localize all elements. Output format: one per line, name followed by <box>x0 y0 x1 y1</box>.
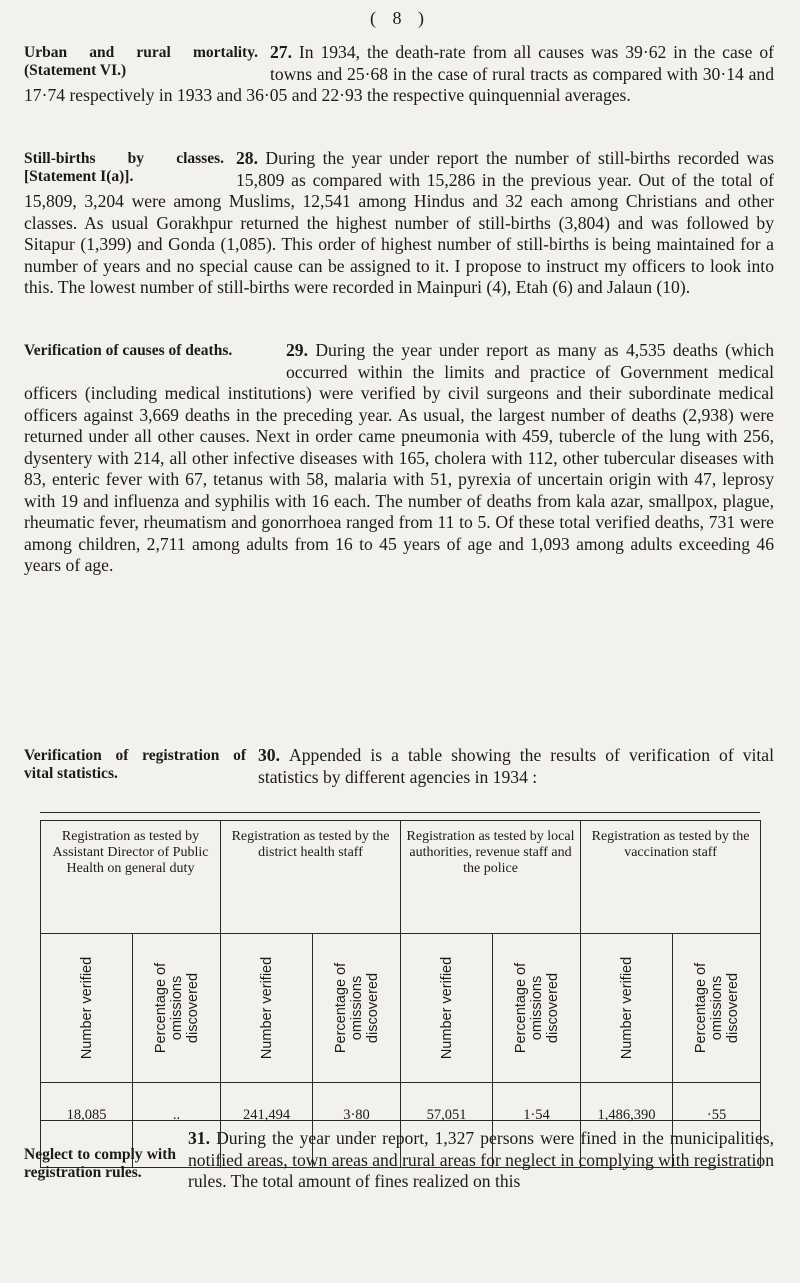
table-cell: 1·54 <box>493 1083 581 1168</box>
column-header-number: Number verified <box>41 934 133 1083</box>
paragraph-28 <box>24 148 774 299</box>
paragraph-number: 27. <box>270 42 292 62</box>
group-header-local-authorities: Registration as tested by local authorities, revenue staff and the police <box>401 821 581 934</box>
table-cell: 3·80 <box>313 1083 401 1168</box>
column-header-percentage: Percentage of omissions discovered <box>313 934 401 1083</box>
column-header-percentage: Percentage of omissions discovered <box>673 934 761 1083</box>
paragraph-number: 30. <box>258 745 280 765</box>
table-top-rule <box>40 812 760 813</box>
table-cell: 57,051 <box>401 1083 493 1168</box>
paragraph-text: During the year under report, 1,327 persons were fined in the municipalities, notified areas, town areas and rural areas for neglect in complying with registration rules. The total amount of fines realized on this <box>188 1128 774 1191</box>
marginal-heading: Verification of causes of deaths. <box>24 342 233 359</box>
column-header-row <box>41 934 761 1083</box>
paragraph-number: 29. <box>286 340 308 360</box>
paragraph-31 <box>24 1128 774 1193</box>
column-header-number: Number verified <box>581 934 673 1083</box>
marginal-heading: Still-births by classes. [Statement I(a)]. <box>24 150 224 185</box>
paragraph-text: During the year under report the number of still-births recorded was 15,809 as compared with 15,286 in the previous year. Out of the total of 15,809, 3,204 were among Muslims, 12,541 among Hindus and 32 each among Christians and other classes. As usual Gorakhpur returned the highest number of still-births (3,804) and was followed by Sitapur (1,399) and Gonda (1,085). This order of highest number of still-births is being maintained for a number of years and no special cause can be assigned to it. I propose to instruct my officers to look into this. The lowest number of still-births were recorded in Mainpuri (4), Etah (6) and Jalaun (10). <box>24 148 774 297</box>
column-header-percentage: Percentage of omissions discovered <box>493 934 581 1083</box>
marginal-heading: Neglect to comply with registration rules. <box>24 1146 176 1181</box>
column-header-number: Number verified <box>401 934 493 1083</box>
marginal-heading: Verification of registration of vital statistics. <box>24 747 246 782</box>
group-header-district-health-staff: Registration as tested by the district health staff <box>221 821 401 934</box>
column-header-number: Number verified <box>221 934 313 1083</box>
paragraph-text: In 1934, the death-rate from all causes was 39·62 in the case of towns and 25·68 in the case of rural tracts as compared with 30·14 and 17·74 respectively in 1933 and 36·05 and 22·93 the respective quinquennial averages. <box>24 42 774 105</box>
group-header-row <box>41 821 761 934</box>
table-bottom-rule <box>40 1120 760 1121</box>
table-cell: .. <box>133 1083 221 1168</box>
group-header-assistant-director: Registration as tested by Assistant Director of Public Health on general duty <box>41 821 221 934</box>
paragraph-text: During the year under report as many as 4,535 deaths (which occurred within the limits and practice of Government medical officers (including medical institutions) were verified by civil surgeons and their subordinate medical officers against 3,669 deaths in the preceding year. As usual, the largest number of deaths (2,938) were returned under all other causes. Next in order came pneumonia with 459, tubercle of the lung with 256, dysentery with 214, all other infective diseases with 165, cholera with 112, other tubercular diseases with 83, enteric fever with 67, tetanus with 58, malaria with 51, pyrexia of uncertain origin with 47, leprosy with 19 and influenza and syphilis with 16 each. The number of deaths from kala azar, smallpox, plague, rheumatic fever, rheumatism and gonorrhoea ranged from 11 to 5. Of these total verified deaths, 731 were among children, 2,711 among adults from 16 to 45 years of age and 1,093 among adults exceeding 46 years of age. <box>24 340 774 575</box>
marginal-heading: Urban and rural mortality. (Statement VI.) <box>24 44 258 79</box>
table-cell: 241,494 <box>221 1083 313 1168</box>
group-header-vaccination-staff: Registration as tested by the vaccination staff <box>581 821 761 934</box>
paragraph-27 <box>24 42 774 107</box>
table-cell: 18,085 <box>41 1083 133 1168</box>
table-cell: 1,486,390 <box>581 1083 673 1168</box>
paragraph-30 <box>24 745 774 788</box>
paragraph-text: Appended is a table showing the results of verification of vital statistics by different agencies in 1934 : <box>258 745 774 787</box>
table-cell: ·55 <box>673 1083 761 1168</box>
paragraph-number: 28. <box>236 148 258 168</box>
paragraph-number: 31. <box>188 1128 210 1148</box>
verification-table <box>40 820 761 1168</box>
paragraph-29 <box>24 340 774 577</box>
page-number: ( 8 ) <box>370 8 430 28</box>
column-header-percentage: Percentage of omissions discovered <box>133 934 221 1083</box>
